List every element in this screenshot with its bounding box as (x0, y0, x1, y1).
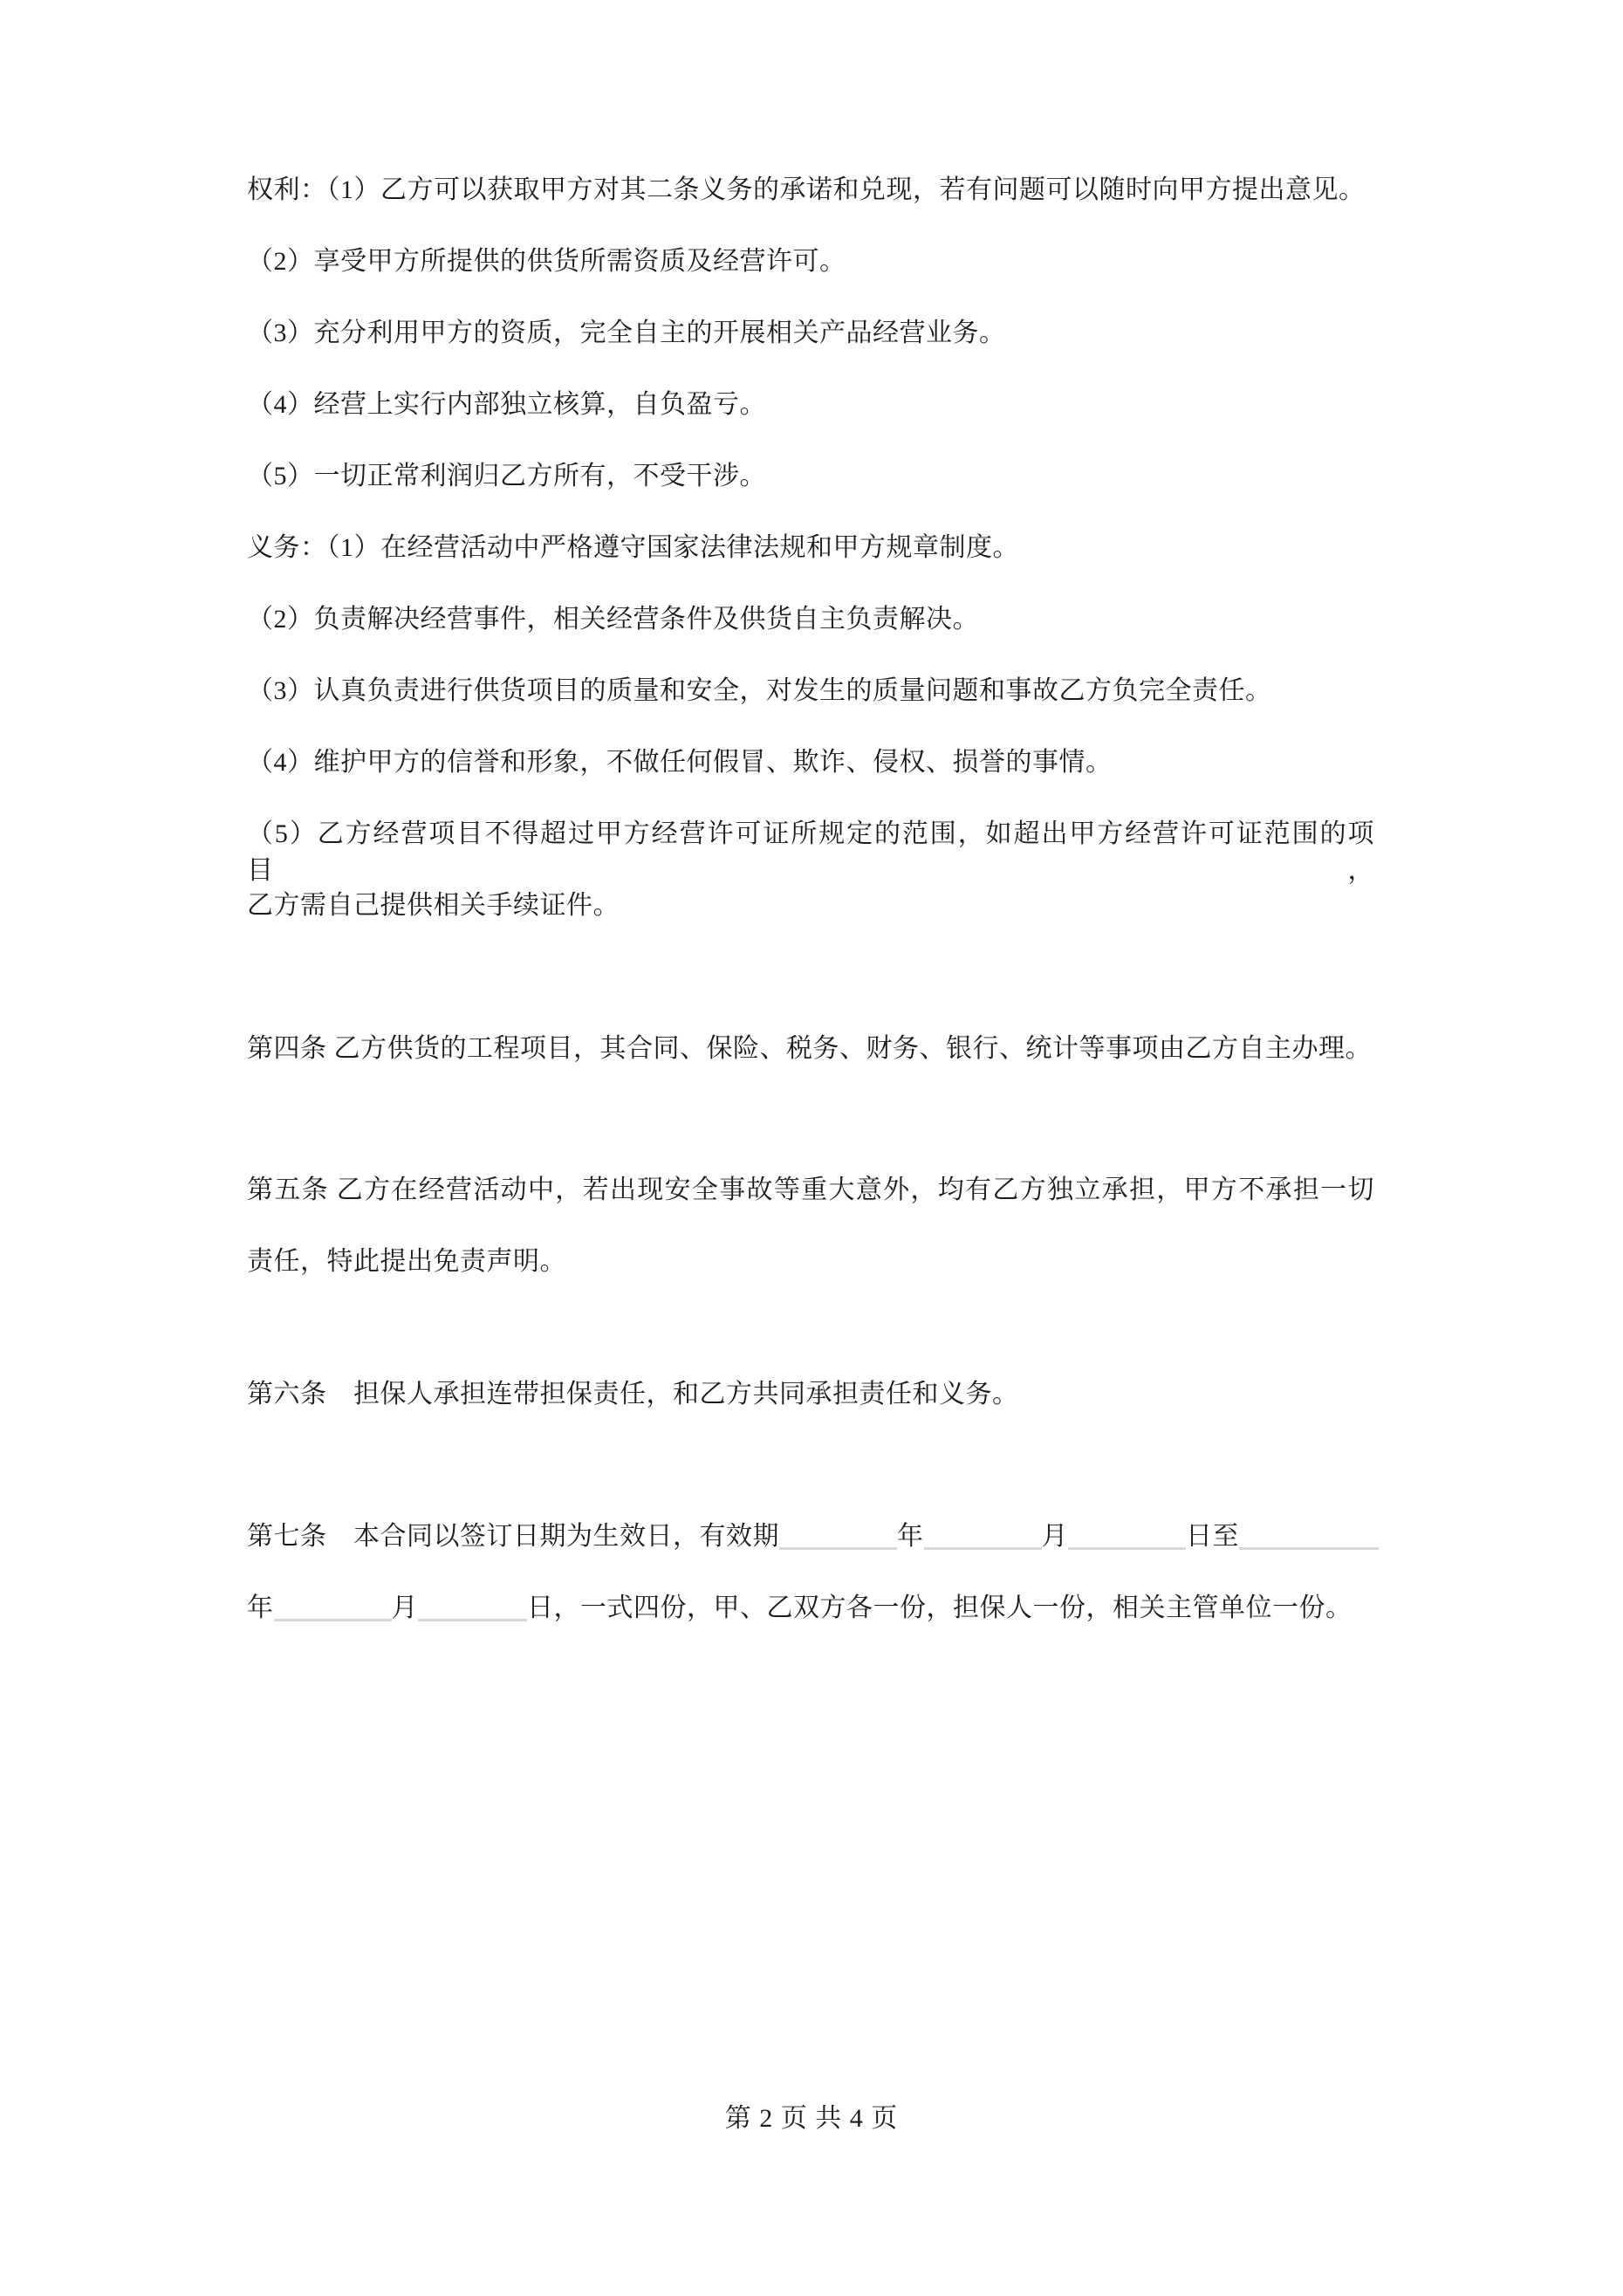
effective-day-blank-field (1068, 1525, 1186, 1550)
end-month-blank-field (274, 1596, 392, 1621)
end-year-blank-field (1239, 1525, 1379, 1550)
rights-item-4: （4）经营上实行内部独立核算，自负盈亏。 (247, 390, 766, 419)
rights-clause-intro-line: 权利：（1）乙方可以获取甲方对其二条义务的承诺和兑现，若有问题可以随时向甲方提出意见。 (247, 175, 1366, 204)
obligations-item-5-continuation: 乙方需自己提供相关手续证件。 (247, 891, 620, 920)
obligations-item-4: （4）维护甲方的信誉和形象，不做任何假冒、欺诈、侵权、损誉的事情。 (247, 748, 1113, 777)
article-4-line: 第四条 乙方供货的工程项目，其合同、保险、税务、财务、银行、统计等事项由乙方自主办理。 (247, 1034, 1372, 1063)
obligations-clause-intro-line: 义务：（1）在经营活动中严格遵守国家法律法规和甲方规章制度。 (247, 533, 1019, 562)
article-7-line-2 (247, 1590, 1352, 1627)
obligations-item-3: （3）认真负责进行供货项目的质量和安全，对发生的质量问题和事故乙方负完全责任。 (247, 676, 1272, 705)
obligations-item-2: （2）负责解决经营事件，相关经营条件及供货自主负责解决。 (247, 605, 979, 634)
page-number-footer: 第 2 页 共 4 页 (724, 2104, 899, 2133)
year-label: 年 (897, 1522, 924, 1551)
end-month-label: 月 (391, 1593, 418, 1622)
article-5-line-2: 责任，特此提出免责声明。 (247, 1247, 566, 1276)
rights-item-5: （5）一切正常利润归乙方所有，不受干涉。 (247, 462, 766, 490)
effective-year-blank-field (779, 1525, 897, 1550)
article-7-tail-text: 日，一式四份，甲、乙双方各一份，担保人一份，相关主管单位一份。 (527, 1593, 1352, 1622)
rights-item-2: （2）享受甲方所提供的供货所需资质及经营许可。 (247, 247, 846, 276)
end-year-label: 年 (247, 1593, 274, 1622)
article-6-line: 第六条 担保人承担连带担保责任，和乙方共同承担责任和义务。 (247, 1380, 1019, 1408)
article-7-line-1 (247, 1518, 1379, 1555)
day-to-label: 日至 (1186, 1522, 1239, 1551)
obligations-item-5: （5）乙方经营项目不得超过甲方经营许可证所规定的范围，如超出甲方经营许可证范围的项目， (247, 819, 1374, 885)
rights-item-3: （3）充分利用甲方的资质，完全自主的开展相关产品经营业务。 (247, 319, 1006, 347)
month-label: 月 (1041, 1522, 1068, 1551)
article-7-lead-text: 第七条 本合同以签订日期为生效日，有效期 (247, 1522, 779, 1551)
end-day-blank-field (418, 1596, 527, 1621)
effective-month-blank-field (924, 1525, 1042, 1550)
article-5-line-1: 第五条 乙方在经营活动中，若出现安全事故等重大意外，均有乙方独立承担，甲方不承担一切 (247, 1175, 1374, 1204)
